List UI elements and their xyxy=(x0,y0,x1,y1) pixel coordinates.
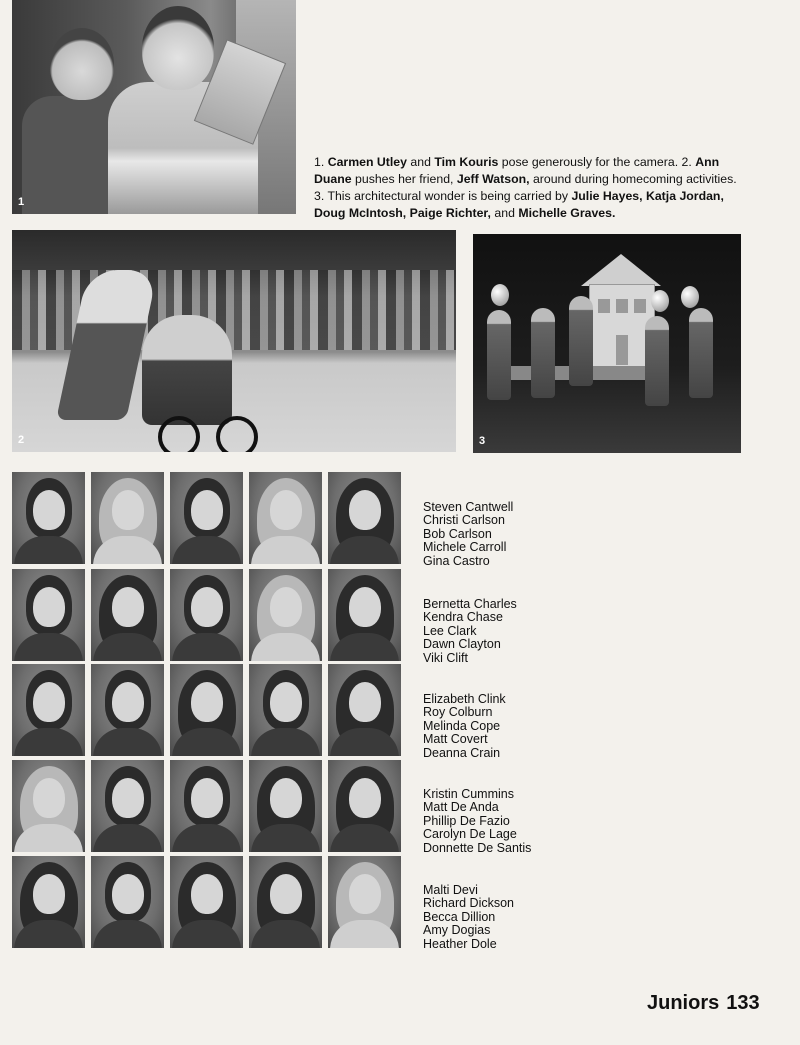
parade-person xyxy=(645,316,669,406)
student-name: Kristin Cummins xyxy=(423,787,514,801)
student-portrait xyxy=(249,472,322,564)
caption-name: Julie Hayes, Katja Jordan, Doug McIntosh, Paige Richter, xyxy=(314,189,724,220)
student-portrait xyxy=(328,664,401,756)
portrait-shoulders xyxy=(172,536,241,564)
portrait-face xyxy=(112,490,144,530)
student-name: Deanna Crain xyxy=(423,745,501,760)
caption-text: around during homecoming activities. 3. This architectural wonder is being carried by xyxy=(314,172,737,203)
student-name: Roy Colburn xyxy=(423,705,493,720)
student-portrait xyxy=(249,856,322,948)
student-portrait xyxy=(249,664,322,756)
portrait-face xyxy=(112,682,144,722)
page-number: 133 xyxy=(726,992,760,1014)
person-left-head xyxy=(50,28,114,100)
portrait-face xyxy=(112,587,144,627)
portrait-shoulders xyxy=(14,536,83,564)
portrait-face xyxy=(270,587,302,627)
house-roof xyxy=(581,254,661,286)
portrait-face xyxy=(191,490,223,530)
student-name: Amy Dogias xyxy=(423,923,491,938)
house-door xyxy=(616,335,628,365)
student-portrait xyxy=(91,856,164,948)
portrait-face xyxy=(33,874,65,914)
portrait-face xyxy=(191,874,223,914)
student-portrait xyxy=(12,760,85,852)
student-name: Bob Carlson xyxy=(423,526,492,541)
photo-caption xyxy=(314,154,744,222)
student-portrait xyxy=(170,664,243,756)
name-list xyxy=(423,693,506,760)
house-window xyxy=(634,299,646,313)
portrait-face xyxy=(270,682,302,722)
student-portrait xyxy=(170,760,243,852)
portrait-face xyxy=(270,874,302,914)
portrait-face xyxy=(349,587,381,627)
portrait-face xyxy=(191,682,223,722)
portrait-face xyxy=(270,490,302,530)
student-portrait xyxy=(12,472,85,564)
person-right-head xyxy=(142,6,214,90)
parade-person xyxy=(689,308,713,398)
balloon xyxy=(651,290,669,312)
student-portrait xyxy=(328,760,401,852)
portrait-shoulders xyxy=(14,633,83,661)
photo-homecoming-tricycle xyxy=(12,230,456,452)
portrait-face xyxy=(191,778,223,818)
house-window xyxy=(598,299,610,313)
student-name: Becca Dillion xyxy=(423,909,496,924)
portrait-face xyxy=(349,682,381,722)
student-name: Phillip De Fazio xyxy=(423,813,510,828)
portrait-shoulders xyxy=(14,728,83,756)
student-portrait xyxy=(12,856,85,948)
house-window xyxy=(616,299,628,313)
caption-name: Michelle Graves. xyxy=(518,206,616,220)
portrait-face xyxy=(349,874,381,914)
caption-text: 1. xyxy=(314,155,328,169)
student-name: Christi Carlson xyxy=(423,513,505,528)
page-folio xyxy=(647,992,760,1015)
portrait-face xyxy=(33,490,65,530)
photo-carmen-tim xyxy=(12,0,296,214)
student-name: Richard Dickson xyxy=(423,896,515,911)
portrait-face xyxy=(112,874,144,914)
parade-person xyxy=(531,308,555,398)
student-portrait xyxy=(328,856,401,948)
student-portrait xyxy=(170,856,243,948)
portrait-shoulders xyxy=(251,728,320,756)
student-name: Matt De Anda xyxy=(423,800,499,815)
portrait-face xyxy=(349,778,381,818)
student-portrait xyxy=(328,472,401,564)
name-list xyxy=(423,501,513,568)
student-name: Kendra Chase xyxy=(423,610,503,625)
student-portrait xyxy=(170,472,243,564)
student-name: Malti Devi xyxy=(423,883,478,897)
photo-house-float xyxy=(473,234,741,453)
parade-person xyxy=(487,310,511,400)
portrait-shoulders xyxy=(93,920,162,948)
student-name: Matt Covert xyxy=(423,732,488,747)
caption-text: pose generously for the camera. 2. xyxy=(498,155,696,169)
student-portrait xyxy=(91,760,164,852)
student-name: Donnette De Santis xyxy=(423,840,532,855)
portrait-shoulders xyxy=(93,824,162,852)
student-portrait xyxy=(91,664,164,756)
student-portrait xyxy=(91,472,164,564)
student-portrait xyxy=(12,664,85,756)
portrait-face xyxy=(33,778,65,818)
caption-name: Ann Duane xyxy=(314,155,720,186)
name-list xyxy=(423,788,531,855)
section-title: Juniors xyxy=(647,992,720,1014)
balloon xyxy=(681,286,699,308)
student-name: Melinda Cope xyxy=(423,718,501,733)
portrait-face xyxy=(191,587,223,627)
student-name: Heather Dole xyxy=(423,936,497,951)
student-name: Carolyn De Lage xyxy=(423,827,517,842)
portrait-shoulders xyxy=(172,633,241,661)
caption-text: and xyxy=(406,155,435,169)
portrait-shoulders xyxy=(93,728,162,756)
student-portrait xyxy=(249,760,322,852)
student-portrait xyxy=(328,569,401,661)
photo-number: 1 xyxy=(18,196,25,208)
student-name: Gina Castro xyxy=(423,553,490,568)
student-name: Dawn Clayton xyxy=(423,637,501,652)
portrait-face xyxy=(270,778,302,818)
portrait-face xyxy=(33,587,65,627)
portrait-face xyxy=(112,778,144,818)
tricycle-wheel xyxy=(158,416,200,452)
caption-name: Carmen Utley xyxy=(327,155,407,169)
student-portrait xyxy=(91,569,164,661)
student-name: Bernetta Charles xyxy=(423,597,517,611)
student-name: Steven Cantwell xyxy=(423,500,514,514)
caption-name: Jeff Watson, xyxy=(456,172,530,186)
student-name: Michele Carroll xyxy=(423,540,507,555)
student-portrait xyxy=(249,569,322,661)
name-list xyxy=(423,884,514,951)
portrait-face xyxy=(349,490,381,530)
student-name: Viki Clift xyxy=(423,650,468,665)
name-list xyxy=(423,598,517,665)
caption-text: and xyxy=(490,206,519,220)
tricycle-wheel xyxy=(216,416,258,452)
portrait-shoulders xyxy=(172,824,241,852)
parade-person xyxy=(569,296,593,386)
portrait-face xyxy=(33,682,65,722)
balloon xyxy=(491,284,509,306)
student-name: Elizabeth Clink xyxy=(423,692,506,706)
photo-number: 3 xyxy=(479,435,486,447)
person-riding xyxy=(142,315,232,425)
student-portrait xyxy=(170,569,243,661)
caption-name: Tim Kouris xyxy=(434,155,499,169)
student-name: Lee Clark xyxy=(423,623,477,638)
student-portrait xyxy=(12,569,85,661)
caption-text: pushes her friend, xyxy=(351,172,457,186)
photo-number: 2 xyxy=(18,434,25,446)
